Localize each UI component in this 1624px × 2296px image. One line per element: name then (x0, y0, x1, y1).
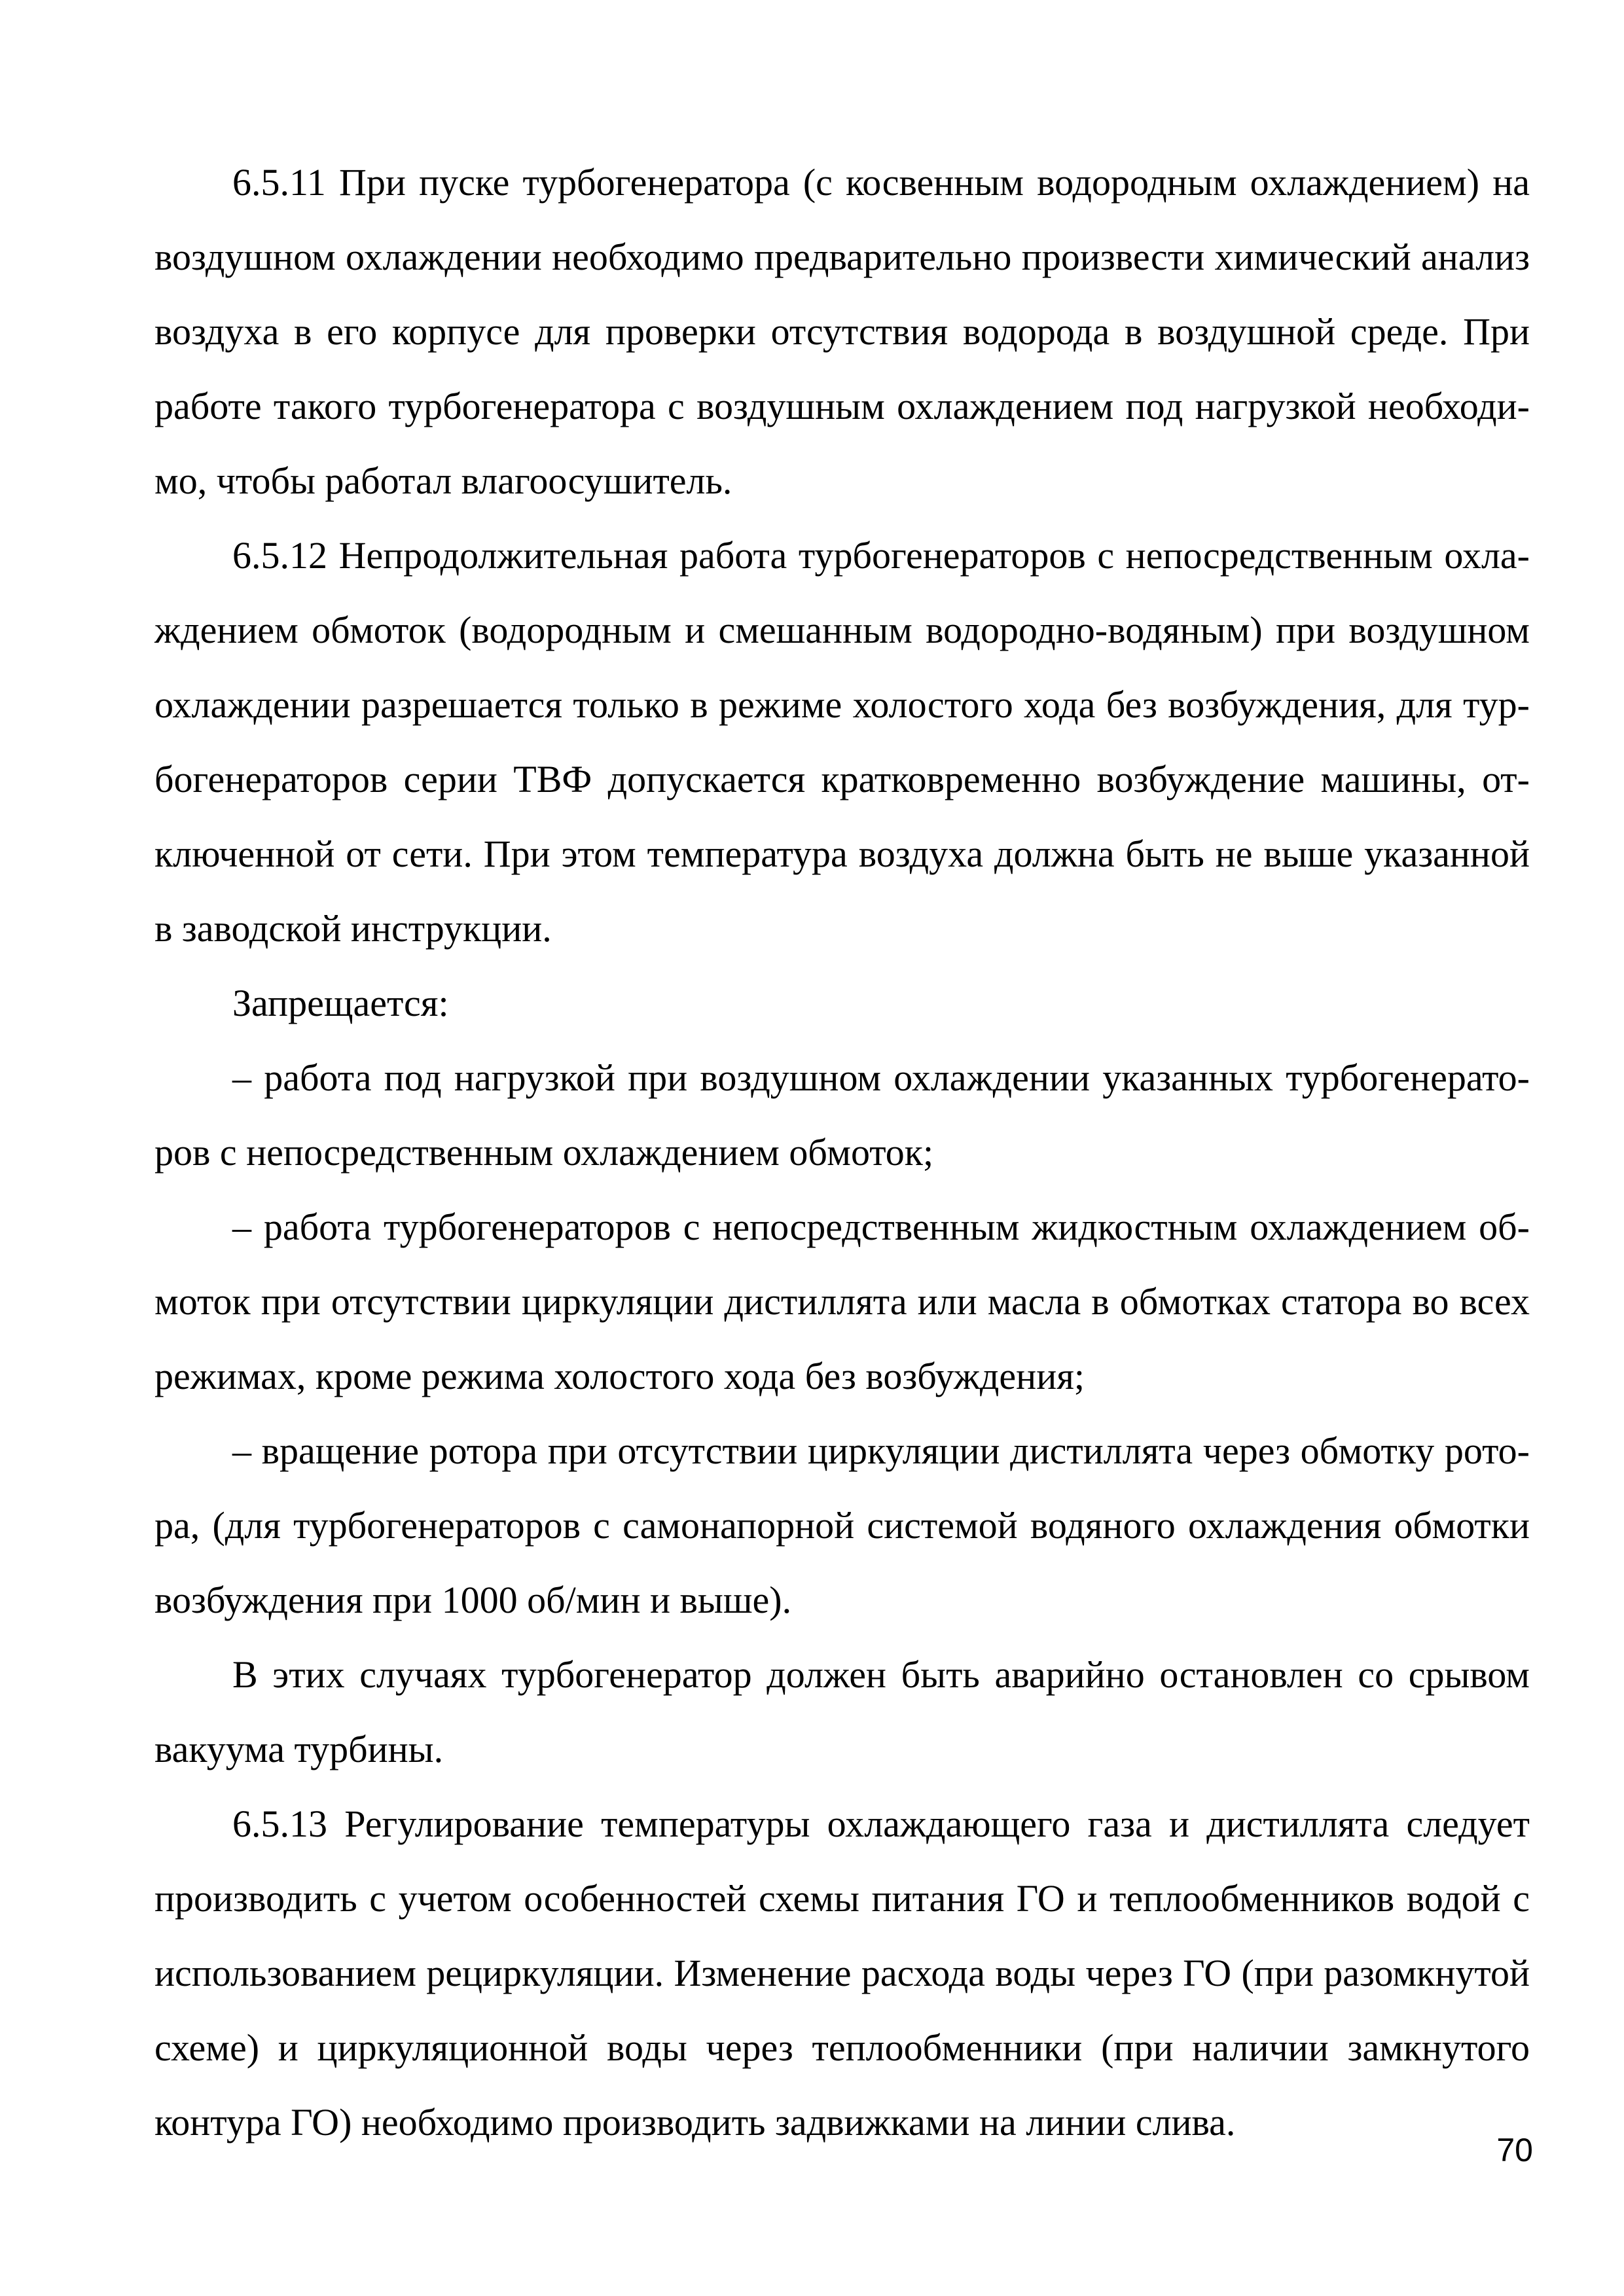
paragraph-6-5-13: 6.5.13 Регулирование температуры охлаждающего газа и дистиллята следует производить с учетом особенностей схемы питания ГО и теплообменников водой с использованием рециркуляции. Изменение расхода воды через ГО (при разомкнутой схеме) и циркуляционной воды через теплообменники (при наличии замкнутого контура ГО) необходимо производить задвижками на линии слива. (154, 1803, 1530, 2144)
prohibition-heading: Запрещается: (232, 982, 449, 1024)
document-body (154, 145, 1530, 2160)
paragraph-6-5-12: 6.5.12 Непродолжительная работа турбогенераторов с непосредственным охлаждением обмоток (водородным и смешанным водородно-водяным) при воздушном охлаждении разрешается только в режиме холостого хода без возбуждения, для турбогенераторов серии ТВФ допускается кратковременно возбуждение машины, отключенной от сети. При этом температура воздуха должна быть не выше указанной в заводской инструкции. (154, 534, 1530, 950)
page-number: 70 (1496, 2132, 1533, 2168)
prohibition-item-1: – работа под нагрузкой при воздушном охлаждении указанных турбогенераторов с непосредственным охлаждением обмоток; (154, 1056, 1530, 1174)
prohibition-item-2: – работа турбогенераторов с непосредственным жидкостным охлаждением обмоток при отсутствии циркуляции дистиллята или масла в обмотках статора во всех режимах, кроме режима холостого хода без возбуждения; (154, 1206, 1530, 1397)
paragraph-6-5-11: 6.5.11 При пуске турбогенератора (с косвенным водородным охлаждением) на воздушном охлаждении необходимо предварительно произвести химический анализ воздуха в его корпусе для проверки отсутствия водорода в воздушной среде. При работе такого турбогенератора с воздушным охлаждением под нагрузкой необходимо, чтобы работал влагоосушитель. (154, 161, 1530, 502)
prohibition-item-3: – вращение ротора при отсутствии циркуляции дистиллята через обмотку ротора, (для турбогенераторов с самонапорной системой водяного охлаждения обмотки возбуждения при 1000 об/мин и выше). (154, 1429, 1530, 1621)
emergency-stop-paragraph: В этих случаях турбогенератор должен быть аварийно остановлен со срывом вакуума турбины. (154, 1653, 1530, 1770)
